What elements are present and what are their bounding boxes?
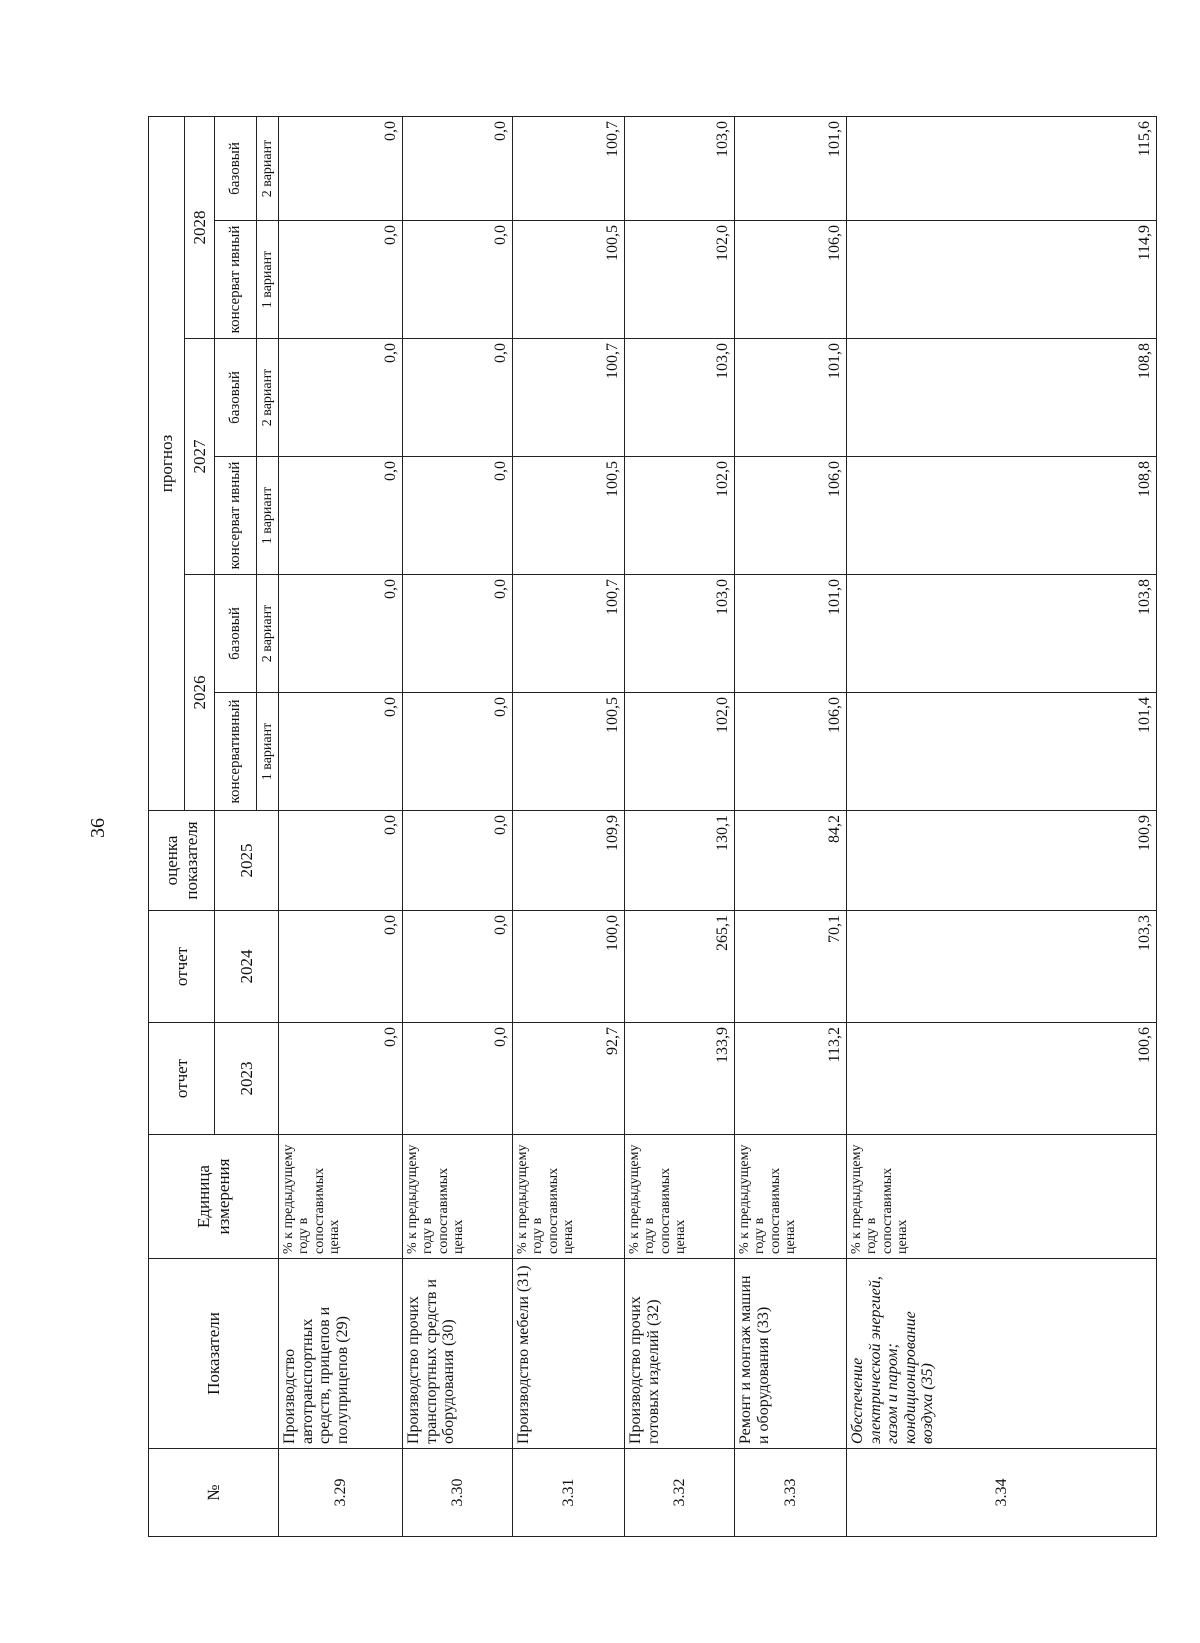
value-2025: 109,9 xyxy=(513,811,625,911)
value-2026-v1: 101,4 xyxy=(847,693,1157,811)
value-2028-v2: 101,0 xyxy=(735,116,847,220)
rotated-table-container xyxy=(148,117,1157,1537)
value-2024: 0,0 xyxy=(403,911,513,1023)
page-number: 36 xyxy=(87,818,109,838)
row-number: 3.33 xyxy=(735,1449,847,1537)
value-2027-v1: 102,0 xyxy=(625,457,735,575)
row-unit: % к предыдущему году в сопоставимых ценах xyxy=(847,1135,1157,1259)
value-2026-v1: 0,0 xyxy=(279,693,403,811)
value-2023: 0,0 xyxy=(279,1023,403,1135)
value-2026-v2: 100,7 xyxy=(513,575,625,693)
header-indicators: Показатели xyxy=(149,1259,279,1449)
value-2028-v1: 0,0 xyxy=(279,221,403,339)
value-2026-v2: 103,8 xyxy=(847,575,1157,693)
value-2026-v2: 101,0 xyxy=(735,575,847,693)
row-indicator: Производство автотранспортных средств, прицепов и полуприцепов (29) xyxy=(279,1259,403,1449)
value-2023: 113,2 xyxy=(735,1023,847,1135)
header-variant2-2026: 2 вариант xyxy=(257,575,279,693)
value-2026-v2: 0,0 xyxy=(403,575,513,693)
row-number: 3.31 xyxy=(513,1449,625,1537)
row-unit: % к предыдущему году в сопоставимых ценах xyxy=(279,1135,403,1259)
header-year-2023: 2023 xyxy=(215,1023,279,1135)
header-variant1-2026: 1 вариант xyxy=(257,693,279,811)
value-2028-v2: 115,6 xyxy=(847,116,1157,220)
row-unit: % к предыдущему году в сопоставимых ценах xyxy=(735,1135,847,1259)
row-indicator: Обеспечение электрической энергией, газом и паром; кондиционирование воздуха (35) xyxy=(847,1259,1157,1449)
value-2027-v1: 0,0 xyxy=(403,457,513,575)
value-2023: 133,9 xyxy=(625,1023,735,1135)
value-2028-v1: 106,0 xyxy=(735,221,847,339)
value-2028-v2: 103,0 xyxy=(625,116,735,220)
value-2025: 84,2 xyxy=(735,811,847,911)
header-year-2026: 2026 xyxy=(185,575,215,811)
value-2024: 100,0 xyxy=(513,911,625,1023)
value-2027-v1: 106,0 xyxy=(735,457,847,575)
value-2023: 0,0 xyxy=(403,1023,513,1135)
table-row xyxy=(847,116,1157,1536)
forecast-table xyxy=(148,116,1157,1537)
row-indicator: Производство мебели (31) xyxy=(513,1259,625,1449)
value-2026-v1: 0,0 xyxy=(403,693,513,811)
value-2026-v2: 0,0 xyxy=(279,575,403,693)
row-unit: % к предыдущему году в сопоставимых ценах xyxy=(625,1135,735,1259)
value-2028-v1: 102,0 xyxy=(625,221,735,339)
header-variant1-2028: 1 вариант xyxy=(257,221,279,339)
value-2028-v1: 114,9 xyxy=(847,221,1157,339)
value-2027-v2: 101,0 xyxy=(735,339,847,457)
row-number: 3.32 xyxy=(625,1449,735,1537)
row-number: 3.30 xyxy=(403,1449,513,1537)
header-forecast: прогноз xyxy=(149,116,185,810)
value-2024: 103,3 xyxy=(847,911,1157,1023)
value-2028-v1: 0,0 xyxy=(403,221,513,339)
value-2025: 0,0 xyxy=(279,811,403,911)
header-conservative-2028: консерват ивный xyxy=(215,221,257,339)
value-2024: 70,1 xyxy=(735,911,847,1023)
value-2025: 130,1 xyxy=(625,811,735,911)
value-2026-v1: 100,5 xyxy=(513,693,625,811)
header-variant2-2028: 2 вариант xyxy=(257,116,279,220)
row-indicator: Производство прочих готовых изделий (32) xyxy=(625,1259,735,1449)
header-year-2025: 2025 xyxy=(215,811,279,911)
header-variant2-2027: 2 вариант xyxy=(257,339,279,457)
header-year-2028: 2028 xyxy=(185,116,215,338)
table-row xyxy=(279,116,403,1536)
value-2028-v2: 0,0 xyxy=(403,116,513,220)
header-base-2027: базовый xyxy=(215,339,257,457)
value-2027-v2: 103,0 xyxy=(625,339,735,457)
value-2027-v1: 0,0 xyxy=(279,457,403,575)
value-2027-v1: 108,8 xyxy=(847,457,1157,575)
value-2027-v2: 0,0 xyxy=(279,339,403,457)
table-row xyxy=(403,116,513,1536)
header-unit: Единица измерения xyxy=(149,1135,279,1259)
header-estimate: оценка показателя xyxy=(149,811,215,911)
value-2023: 100,6 xyxy=(847,1023,1157,1135)
header-base-2028: базовый xyxy=(215,116,257,220)
value-2028-v2: 0,0 xyxy=(279,116,403,220)
header-year-2027: 2027 xyxy=(185,339,215,575)
header-variant1-2027: 1 вариант xyxy=(257,457,279,575)
header-year-2024: 2024 xyxy=(215,911,279,1023)
header-report-2023: отчет xyxy=(149,1023,215,1135)
value-2024: 265,1 xyxy=(625,911,735,1023)
row-indicator: Ремонт и монтаж машин и оборудования (33) xyxy=(735,1259,847,1449)
table-row xyxy=(735,116,847,1536)
header-no: № xyxy=(149,1449,279,1537)
row-unit: % к предыдущему году в сопоставимых ценах xyxy=(513,1135,625,1259)
value-2026-v1: 106,0 xyxy=(735,693,847,811)
value-2024: 0,0 xyxy=(279,911,403,1023)
header-conservative-2026: консервативный xyxy=(215,693,257,811)
value-2023: 92,7 xyxy=(513,1023,625,1135)
table-row xyxy=(513,116,625,1536)
value-2026-v2: 103,0 xyxy=(625,575,735,693)
value-2027-v2: 0,0 xyxy=(403,339,513,457)
table-row xyxy=(625,116,735,1536)
value-2027-v2: 100,7 xyxy=(513,339,625,457)
value-2026-v1: 102,0 xyxy=(625,693,735,811)
header-base-2026: базовый xyxy=(215,575,257,693)
row-unit: % к предыдущему году в сопоставимых ценах xyxy=(403,1135,513,1259)
header-conservative-2027: консерват ивный xyxy=(215,457,257,575)
header-report-2024: отчет xyxy=(149,911,215,1023)
row-number: 3.29 xyxy=(279,1449,403,1537)
row-indicator: Производство прочих транспортных средств и оборудования (30) xyxy=(403,1259,513,1449)
value-2028-v2: 100,7 xyxy=(513,116,625,220)
row-number: 3.34 xyxy=(847,1449,1157,1537)
value-2027-v2: 108,8 xyxy=(847,339,1157,457)
value-2025: 100,9 xyxy=(847,811,1157,911)
value-2027-v1: 100,5 xyxy=(513,457,625,575)
value-2028-v1: 100,5 xyxy=(513,221,625,339)
value-2025: 0,0 xyxy=(403,811,513,911)
